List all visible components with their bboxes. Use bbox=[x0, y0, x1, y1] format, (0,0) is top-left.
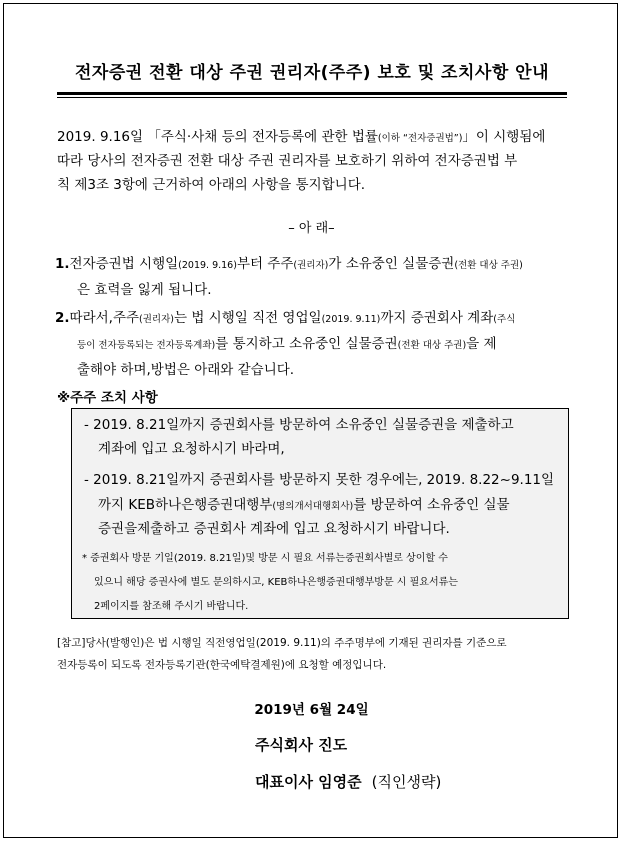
measure-line: 계좌에 입고 요청하시기 바라며, bbox=[98, 441, 285, 457]
measure-note: (명의개서대행회사) bbox=[272, 501, 354, 512]
measure-line bbox=[98, 493, 510, 519]
item-text: 는 법 시행일 직전 영업일 bbox=[173, 310, 322, 326]
measure-line: - 2019. 8.21일까지 증권회사를 방문하여 소유중인 실물증권을 제출하고 bbox=[84, 417, 514, 433]
company-name: 주식회사 진도 bbox=[255, 736, 348, 754]
below-heading: – 아 래– bbox=[288, 221, 335, 236]
intro-text: 」이 시행됨에 bbox=[462, 129, 546, 145]
reference-note bbox=[57, 632, 569, 676]
item-text: 출해야 하며,방법은 아래와 같습니다. bbox=[77, 362, 295, 378]
item-text: 은 효력을 잃게 됩니다. bbox=[77, 282, 212, 298]
page-title: 전자증권 전환 대상 주권 권리자(주주) 보호 및 조치사항 안내 bbox=[74, 63, 549, 83]
measure-footnote: 있으니 해당 증권사에 별도 문의하시고, KEB하나은행증권대행부방문 시 필요서류는 bbox=[94, 577, 458, 588]
intro-line-2: 따라 당사의 전자증권 전환 대상 주권 권리자를 보호하기 위하여 전자증권법 부 bbox=[57, 153, 518, 169]
item-note: (전환 대상 주권) bbox=[454, 260, 523, 271]
list-item-1 bbox=[55, 252, 575, 303]
intro-line-3: 칙 제3조 3항에 근거하여 아래의 사항을 통지합니다. bbox=[57, 177, 366, 193]
item-note: 등이 전자등록되는 전자등록계좌) bbox=[77, 340, 216, 351]
measure-footnote: * 증권회사 방문 기일(2019. 8.21일)및 방문 시 필요 서류는증권회사별로 상이할 수 bbox=[82, 553, 448, 564]
item-note: (권리자) bbox=[139, 314, 174, 325]
measure-line: - 2019. 8.21일까지 증권회사를 방문하지 못한 경우에는, 2019. 8.22~9.11일 bbox=[84, 472, 555, 488]
intro-line-1 bbox=[57, 125, 572, 151]
item-text: 가 소유중인 실물증권 bbox=[328, 256, 455, 272]
list-item-2 bbox=[55, 306, 575, 383]
reference-line: [참고]당사(발행인)은 법 시행일 직전영업일(2019. 9.11)의 주주명부에 기재된 권리자를 기준으로 bbox=[57, 637, 507, 649]
seal-note: (직인생략) bbox=[371, 773, 442, 791]
title-underline-thin bbox=[57, 97, 567, 98]
measure-text: 를 방문하여 소유중인 실물 bbox=[353, 497, 510, 513]
intro-abbrev: (이하 “전자증권법”) bbox=[377, 133, 463, 144]
representative-name: 대표이사 임영준 bbox=[255, 773, 362, 791]
item-note: (2019. 9.16) bbox=[178, 260, 237, 271]
item-text: 를 통지하고 소유중인 실물증권 bbox=[215, 336, 398, 352]
representative bbox=[255, 771, 441, 792]
item-note: (주식 bbox=[493, 314, 516, 325]
measure-footnote: 2페이지를 참조해 주시기 바랍니다. bbox=[94, 601, 249, 612]
measures-heading: ※주주 조치 사항 bbox=[57, 390, 158, 406]
item-text: 부터 주주 bbox=[236, 256, 294, 272]
item-note: (2019. 9.11) bbox=[321, 314, 381, 325]
item-text: 을 제 bbox=[466, 336, 497, 352]
measures-box bbox=[71, 408, 569, 619]
item-text: 전자증권법 시행일 bbox=[69, 256, 179, 272]
item-text: 까지 증권회사 계좌 bbox=[380, 310, 494, 326]
item-note: (권리자) bbox=[293, 260, 329, 271]
measure-line: 증권을제출하고 증권회사 계좌에 입고 요청하시기 바랍니다. bbox=[98, 521, 450, 537]
item-number: 1. bbox=[55, 256, 70, 272]
reference-line: 전자등록이 되도록 전자등록기관(한국예탁결제원)에 요청할 예정입니다. bbox=[57, 659, 387, 671]
item-note: (전환 대상 주권) bbox=[397, 340, 467, 351]
intro-text: 2019. 9.16일 「주식·사채 등의 전자등록에 관한 법률 bbox=[57, 129, 378, 145]
title-underline bbox=[57, 92, 567, 95]
measure-text: 까지 KEB하나은행증권대행부 bbox=[98, 497, 273, 513]
item-number: 2. bbox=[55, 310, 70, 326]
issue-date: 2019년 6월 24일 bbox=[254, 702, 369, 718]
item-text: 따라서,주주 bbox=[69, 310, 140, 326]
